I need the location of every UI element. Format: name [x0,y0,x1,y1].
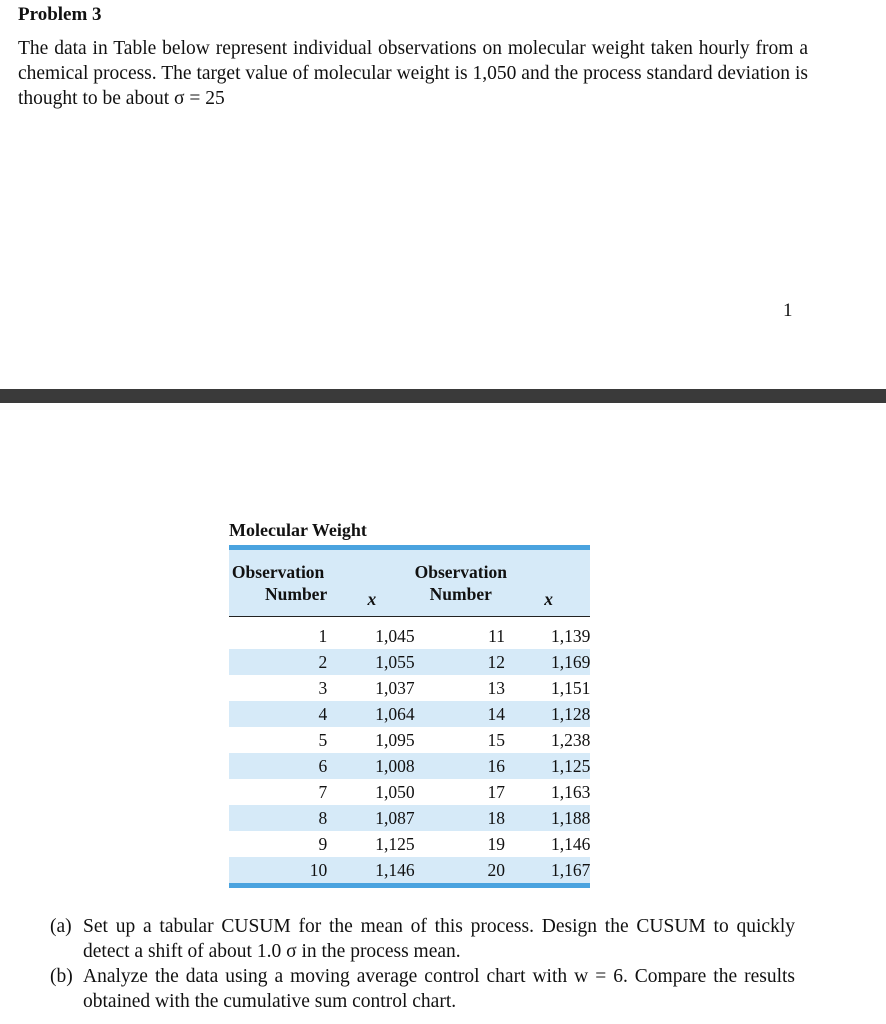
x-value-cell: 1,125 [375,833,415,854]
x-value-cell: 1,050 [375,781,415,802]
obs-number-cell: 6 [229,753,329,779]
x-value-cell: 1,188 [507,805,590,831]
observation-header-2-line2: Number [429,584,492,604]
table-caption: Molecular Weight [229,520,367,540]
obs-number-cell: 14 [415,701,507,727]
x-value-cell: 1,087 [329,805,414,831]
obs-number-cell: 12 [415,649,507,675]
obs-number-cell: 7 [318,781,328,802]
obs-number-cell: 4 [229,701,329,727]
x-value-cell: 1,151 [550,677,591,698]
observation-header-line1: Observation [231,562,325,582]
obs-number-cell: 1 [318,625,328,646]
question-a [50,914,795,964]
molecular-weight-table [229,545,590,888]
x-value-cell: 1,169 [507,649,590,675]
obs-number-cell: 5 [318,729,328,750]
x-value-cell: 1,139 [550,625,591,646]
x-value-cell: 1,163 [550,781,591,802]
page-divider [0,389,886,403]
x-value-cell: 1,238 [550,729,591,750]
table-row [229,779,590,805]
table-row [229,857,590,886]
x-header-2: x [507,548,590,617]
observation-header-line2: Number [265,584,328,604]
table-row [229,805,590,831]
x-value-cell: 1,045 [375,625,415,646]
x-value-cell: 1,146 [329,857,414,886]
x-value-cell: 1,064 [329,701,414,727]
question-b [50,964,795,1014]
question-list [50,914,795,1014]
obs-number-cell: 9 [318,833,328,854]
table-row [229,701,590,727]
x-header: x [329,548,414,617]
obs-number-cell: 2 [229,649,329,675]
table-row [229,831,590,857]
question-a-label: (a) [50,916,72,937]
obs-number-cell: 11 [488,625,505,646]
problem-title: Problem 3 [18,4,102,25]
problem-intro: The data in Table below represent individual observations on molecular weight taken hourly from a chemical process. The target value of molecular weight is 1,050 and the process standard deviation is thought to be about σ = 25 [18,38,808,109]
table-row [229,727,590,753]
obs-number-cell: 10 [229,857,329,886]
x-value-cell: 1,037 [375,677,415,698]
x-value-cell: 1,146 [550,833,591,854]
x-value-cell: 1,128 [507,701,590,727]
obs-number-cell: 15 [487,729,505,750]
obs-number-cell: 3 [318,677,328,698]
obs-number-cell: 8 [229,805,329,831]
table-row [229,675,590,701]
table-row [229,753,590,779]
x-value-cell: 1,008 [329,753,414,779]
obs-number-cell: 20 [415,857,507,886]
table-header-row [229,548,590,617]
x-value-cell: 1,125 [507,753,590,779]
x-value-cell: 1,167 [507,857,590,886]
table-row [229,649,590,675]
observation-number-header [229,548,329,617]
question-b-text: Analyze the data using a moving average control chart with w = 6. Compare the results obtained with the cumulative sum control chart. [83,966,795,1012]
x-value-cell: 1,095 [375,729,415,750]
question-b-label: (b) [50,966,73,987]
observation-number-header-2 [415,548,507,617]
question-a-text: Set up a tabular CUSUM for the mean of this process. Design the CUSUM to quickly detect a shift of about 1.0 σ in the process mean. [83,916,795,962]
obs-number-cell: 19 [487,833,505,854]
table-row [229,623,590,649]
page-number: 1 [783,300,793,321]
obs-number-cell: 13 [487,677,505,698]
obs-number-cell: 18 [415,805,507,831]
observation-header-2-line1: Observation [414,562,507,582]
obs-number-cell: 17 [487,781,505,802]
x-value-cell: 1,055 [329,649,414,675]
obs-number-cell: 16 [415,753,507,779]
